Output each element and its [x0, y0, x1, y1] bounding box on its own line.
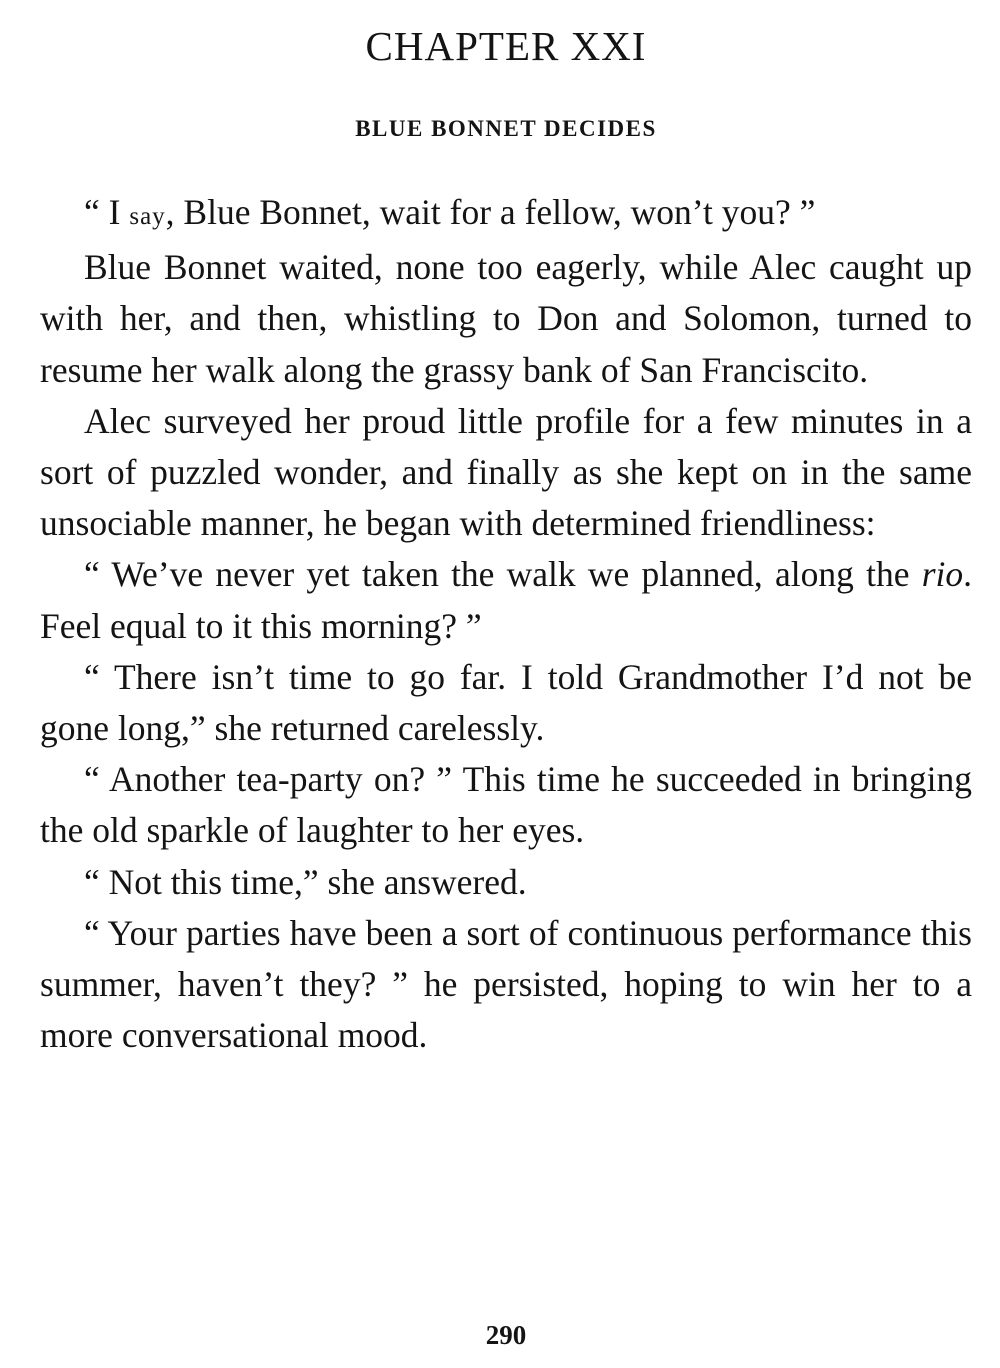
paragraph-7: “ Not this time,” she answered.: [84, 861, 527, 902]
italic-word: rio: [921, 554, 964, 595]
page-number: 290: [485, 1320, 527, 1350]
paragraph-5: “ There isn’t time to go far. I told Grandmother I’d not be gone long,” she returned carelessly.: [40, 656, 972, 749]
paragraph-3: Alec surveyed her proud little profile for a few minutes in a sort of puzzled wonder, and finally as she kept on in the same unsociable manner, he began with determined friendliness:: [40, 400, 972, 544]
paragraph-2: Blue Bonnet waited, none too eagerly, while Alec caught up with her, and then, whistling to Don and Solomon, turned to resume her walk along the grassy bank of San Franciscito.: [40, 247, 972, 390]
paragraph-4-after: . Feel equal to it this morning? ”: [40, 554, 972, 646]
chapter-title: BLUE BONNET DECIDES: [355, 116, 657, 141]
book-page: [40, 0, 972, 1368]
paragraph-4: [40, 549, 972, 651]
paragraph-1-rest: , Blue Bonnet, wait for a fellow, won’t you? ”: [165, 192, 816, 232]
paragraph-1-open: “ I: [84, 192, 130, 232]
paragraph-1: [40, 187, 972, 242]
paragraph-8: “ Your parties have been a sort of continuous performance this summer, haven’t they? ” he persisted, hoping to win her to a more conversational mood.: [40, 912, 972, 1056]
body-text: [40, 187, 972, 1061]
paragraph-4-before: “ We’ve never yet taken the walk we planned, along the: [84, 554, 922, 595]
small-caps-word: say: [129, 203, 166, 230]
chapter-heading: CHAPTER XXI: [365, 23, 647, 69]
paragraph-6: “ Another tea-party on? ” This time he succeeded in bringing the old sparkle of laughter to her eyes.: [40, 759, 972, 851]
